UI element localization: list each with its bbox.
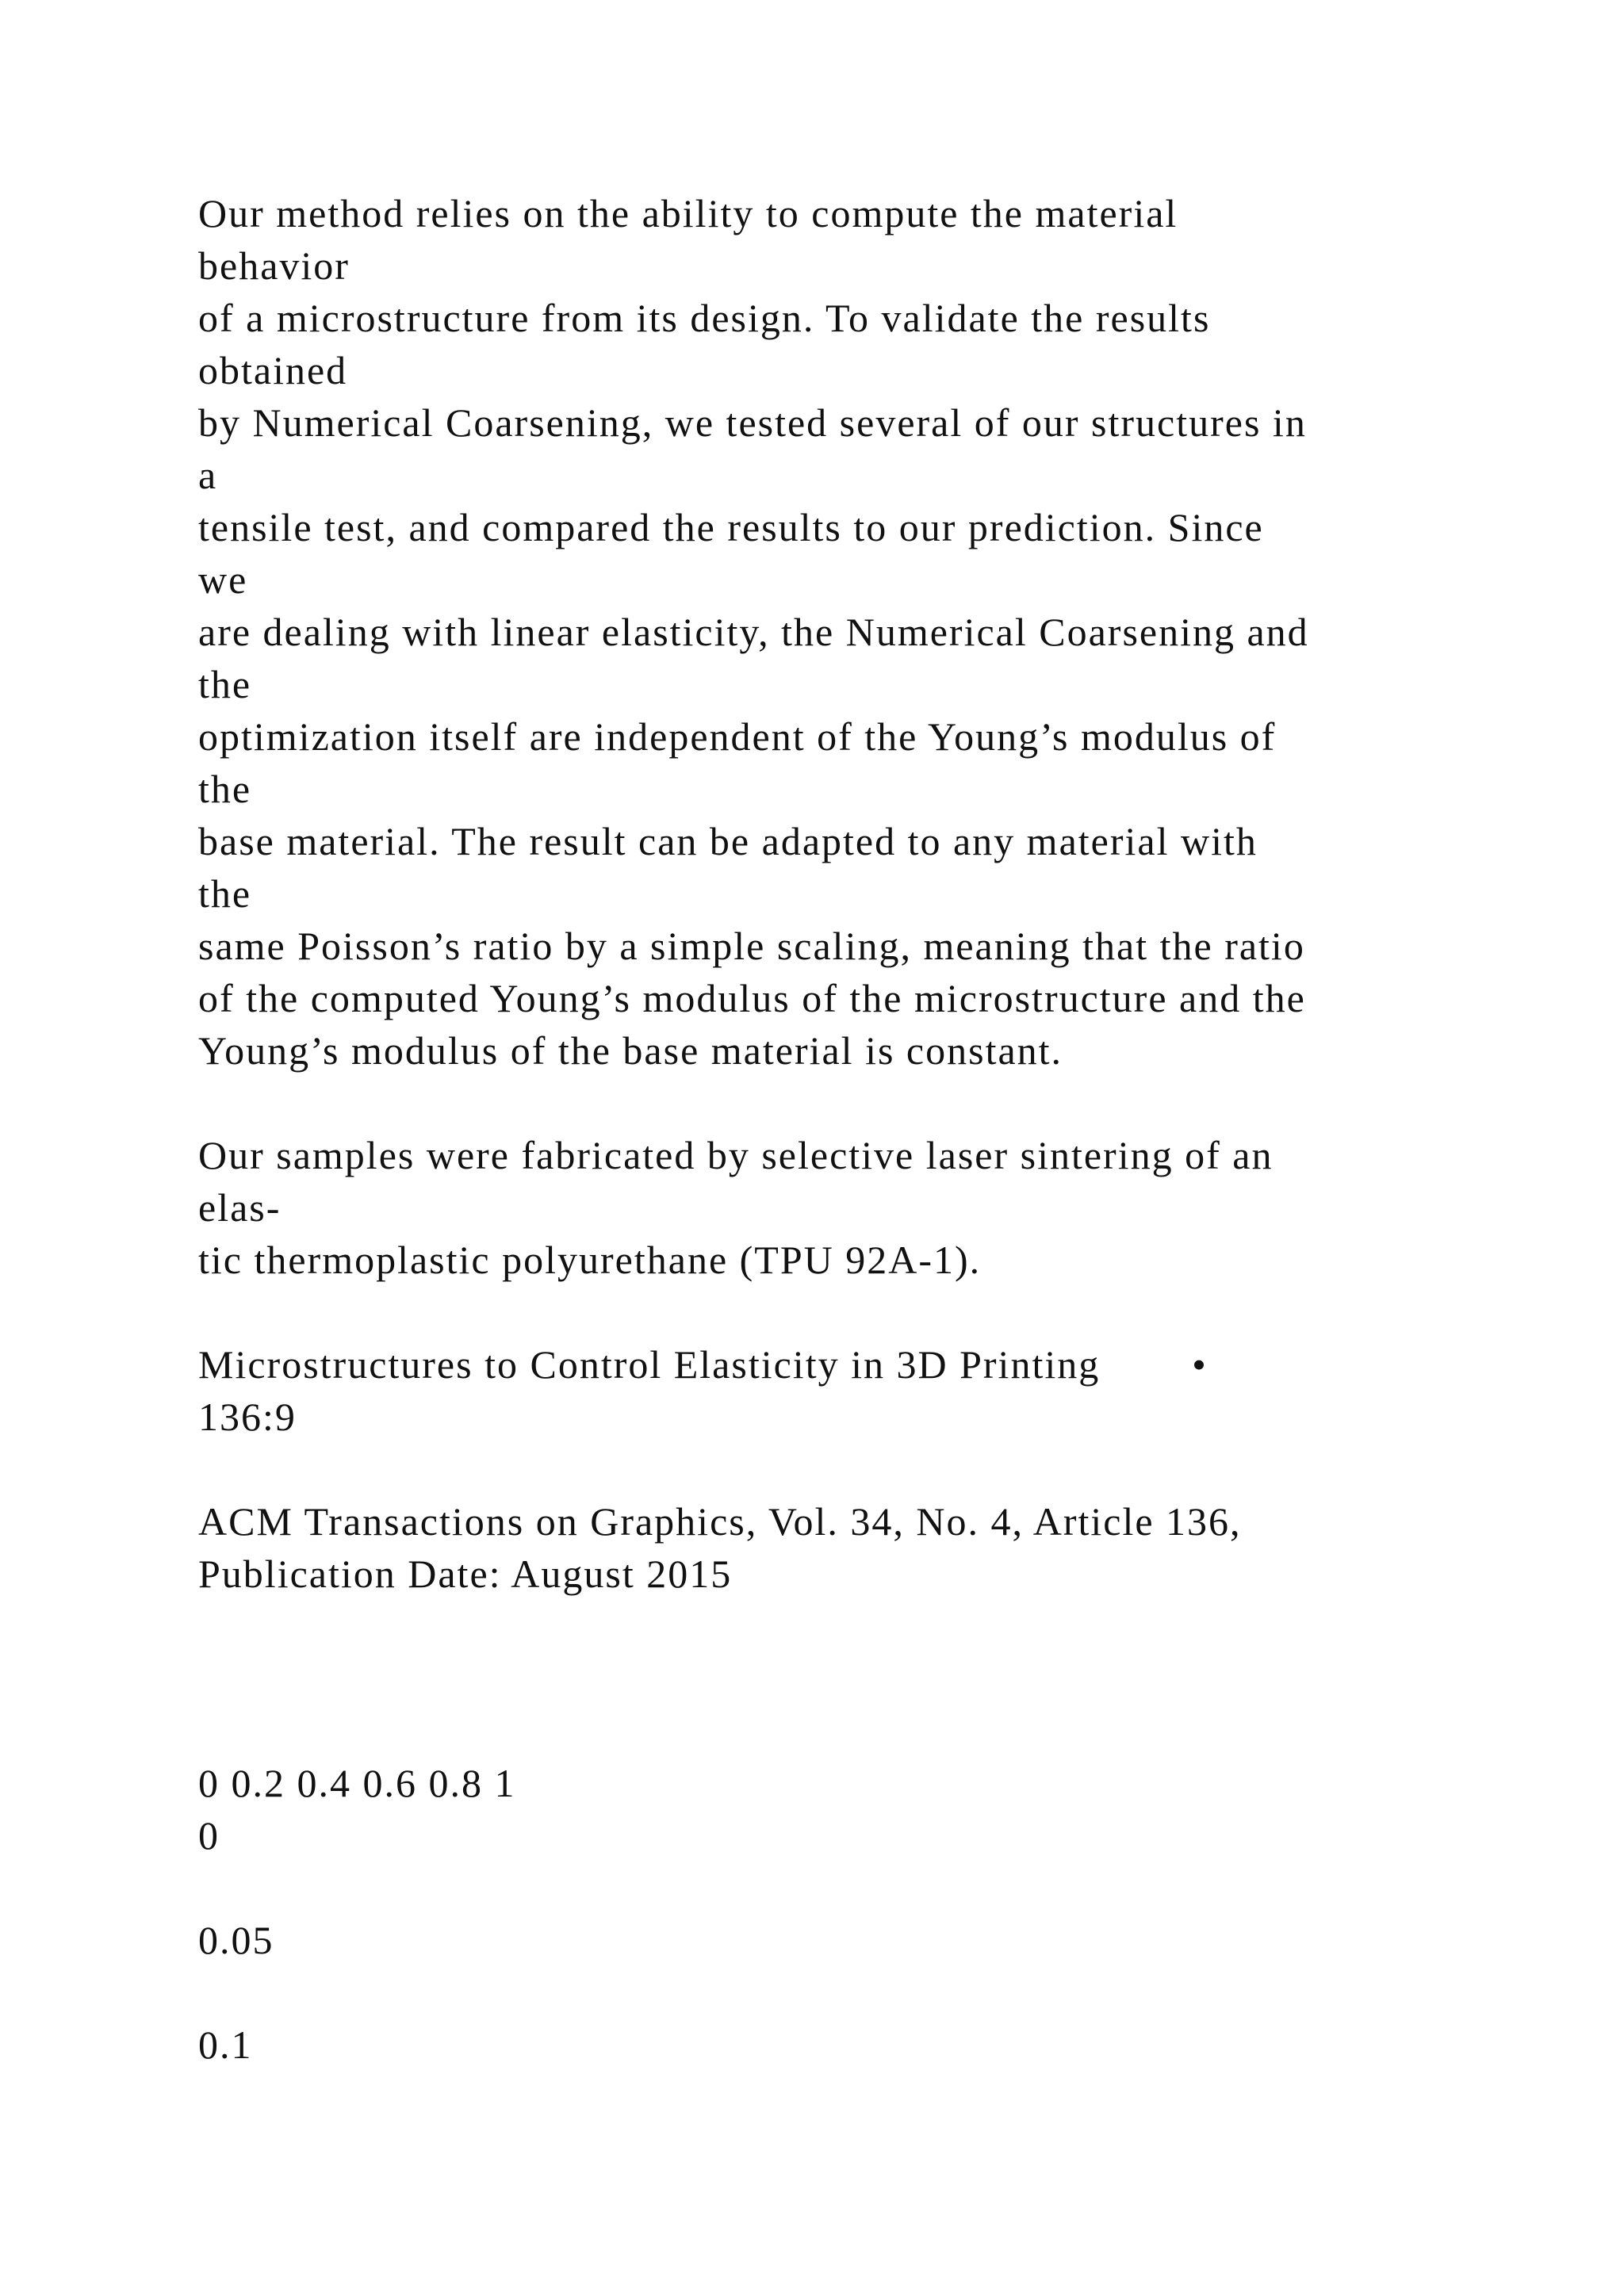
text-line: a — [198, 453, 218, 497]
document-page — [198, 187, 1546, 2071]
running-header — [198, 1338, 1546, 1443]
y-tick-label: 0.05 — [198, 1918, 274, 1962]
journal-line: Publication Date: August 2015 — [198, 1552, 733, 1596]
text-line: Our method relies on the ability to compute the material — [198, 191, 1178, 235]
text-line: Young’s modulus of the base material is constant. — [198, 1028, 1063, 1073]
figure-axis-ticks — [198, 1757, 1546, 2071]
text-line: behavior — [198, 243, 350, 288]
text-line: base material. The result can be adapted to any material with — [198, 819, 1258, 863]
text-line: we — [198, 557, 248, 602]
page-number: 136:9 — [198, 1395, 297, 1439]
text-line: the — [198, 662, 252, 706]
running-header-title: Microstructures to Control Elasticity in 3D Printing — [198, 1342, 1101, 1387]
y-tick-label: 0 — [198, 1813, 220, 1858]
paragraph-fabrication — [198, 1129, 1546, 1286]
y-tick-label: 0.1 — [198, 2022, 253, 2067]
x-tick-labels: 0 0.2 0.4 0.6 0.8 1 — [198, 1761, 516, 1805]
text-line: same Poisson’s ratio by a simple scaling, meaning that the ratio — [198, 924, 1305, 968]
text-line: tic thermoplastic polyurethane (TPU 92A-1). — [198, 1238, 982, 1282]
text-line: obtained — [198, 348, 348, 392]
text-line: are dealing with linear elasticity, the Numerical Coarsening and — [198, 610, 1309, 654]
text-line: elas- — [198, 1185, 282, 1230]
journal-line: ACM Transactions on Graphics, Vol. 34, No. 4, Article 136, — [198, 1499, 1242, 1544]
text-line: Our samples were fabricated by selective laser sintering of an — [198, 1133, 1274, 1177]
text-line: the — [198, 871, 252, 916]
text-line: of the computed Young’s modulus of the microstructure and the — [198, 976, 1306, 1020]
text-line: of a microstructure from its design. To validate the results — [198, 296, 1211, 340]
text-line: tensile test, and compared the results to our prediction. Since — [198, 505, 1264, 549]
paragraph-validation — [198, 187, 1546, 1077]
text-line: by Numerical Coarsening, we tested several of our structures in — [198, 400, 1307, 445]
journal-citation — [198, 1495, 1546, 1600]
running-header-line — [198, 1338, 1546, 1391]
text-line: the — [198, 767, 252, 811]
bullet-separator: • — [1192, 1342, 1208, 1387]
text-line: optimization itself are independent of the Young’s modulus of — [198, 714, 1277, 759]
